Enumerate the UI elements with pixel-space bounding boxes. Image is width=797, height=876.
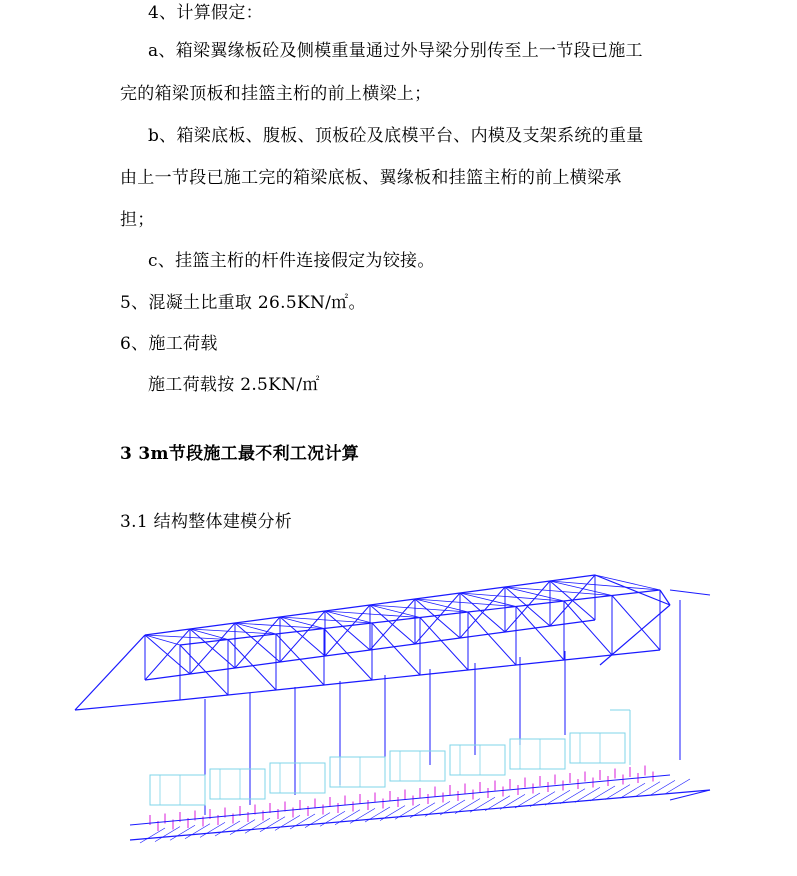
truss-chord — [276, 685, 324, 690]
truss-chord — [370, 599, 415, 605]
truss-chord — [415, 638, 460, 644]
truss-chord — [180, 640, 228, 646]
deck-beam — [290, 814, 315, 829]
formwork-box — [330, 757, 385, 787]
truss-chord — [235, 662, 280, 668]
truss-chord — [564, 655, 612, 660]
truss-chord — [564, 596, 612, 602]
deck-beam — [230, 820, 255, 835]
deck-beam — [320, 811, 345, 826]
truss-chord — [324, 680, 372, 685]
hanging-basket-truss — [75, 575, 710, 800]
formwork-box — [390, 751, 445, 781]
truss-chord — [670, 590, 710, 595]
truss-cross-brace — [190, 629, 276, 634]
truss-chord — [420, 612, 468, 618]
assumption-a-line2: 完的箱梁顶板和挂篮主桁的前上横梁上； — [120, 84, 432, 104]
suspension-rods — [205, 600, 680, 815]
deck-beam — [140, 828, 165, 843]
deck-beam — [155, 827, 180, 842]
truss-chord — [75, 700, 180, 710]
deck-beam — [185, 824, 210, 839]
formwork-box — [210, 769, 265, 799]
formwork-box — [570, 733, 625, 763]
assumption-b-line2: 由上一节段已施工完的箱梁底板、翼缘板和挂篮主桁的前上横梁承 — [120, 168, 622, 188]
truss-chord — [276, 629, 324, 635]
deck-beam — [305, 813, 330, 828]
construction-load-text: 施工荷载按 2.5KN/㎡ — [148, 375, 320, 395]
truss-chord — [235, 617, 280, 623]
truss-cross-brace — [550, 581, 660, 590]
truss-chord — [228, 690, 276, 695]
truss-chord — [280, 611, 325, 617]
truss-diagonal — [516, 607, 564, 661]
truss-chord — [180, 695, 228, 700]
truss-chord — [468, 607, 516, 613]
bottom-deck-grid — [130, 775, 710, 843]
assumption-a-line1: a、箱梁翼缘板砼及侧模重量通过外导梁分别传至上一节段已施工 — [148, 41, 643, 61]
truss-chord — [612, 650, 660, 655]
assumption-c-line: c、挂篮主桁的杆件连接假定为铰接。 — [148, 251, 435, 271]
truss-diagonal — [420, 618, 468, 671]
deck-beam — [275, 815, 300, 830]
formwork-box — [450, 745, 505, 775]
deck-beam — [350, 808, 375, 823]
truss-chord — [505, 626, 550, 632]
truss-chord — [460, 587, 505, 593]
deck-beam — [365, 807, 390, 822]
deck-beam — [200, 822, 225, 837]
concrete-density-item: 5、混凝土比重取 26.5KN/㎡。 — [120, 293, 366, 313]
section-3-1-heading: 3.1 结构整体建模分析 — [120, 512, 293, 532]
truss-chord — [325, 605, 370, 611]
formwork-box — [510, 739, 565, 769]
truss-chord — [324, 623, 372, 629]
structure-model-figure — [70, 560, 720, 860]
deck-beam — [215, 821, 240, 836]
truss-chord — [420, 670, 468, 675]
deck-beam — [410, 803, 435, 818]
deck-beam — [245, 818, 270, 833]
truss-chord — [415, 593, 460, 599]
truss-chord — [516, 601, 564, 607]
truss-chord — [372, 675, 420, 680]
section-3-heading: 3 3m节段施工最不利工况计算 — [120, 444, 360, 464]
load-arrows — [150, 766, 653, 832]
truss-diagonal — [564, 601, 612, 655]
truss-chord — [550, 575, 595, 581]
truss-diagonal — [324, 629, 372, 681]
truss-chord — [460, 632, 505, 638]
deck-beam — [260, 817, 285, 832]
truss-chord — [190, 623, 235, 629]
truss-chord — [516, 660, 564, 665]
truss-chord — [145, 674, 190, 680]
truss-diagonal — [468, 612, 516, 665]
truss-diagonal — [612, 596, 660, 651]
truss-chord — [325, 650, 370, 656]
deck-beam — [170, 825, 195, 840]
truss-chord — [550, 620, 595, 626]
truss-chord — [75, 635, 145, 710]
assumption-b-line3: 担； — [120, 210, 155, 230]
assumptions-title: 4、计算假定： — [148, 3, 263, 23]
truss-chord — [505, 581, 550, 587]
construction-load-title: 6、施工荷载 — [120, 334, 218, 354]
formwork-platform — [150, 710, 630, 805]
deck-beam — [335, 810, 360, 825]
deck-beam — [425, 801, 450, 816]
deck-beam — [395, 804, 420, 819]
formwork-box — [270, 763, 325, 793]
deck-beam — [380, 806, 405, 821]
formwork-box — [150, 775, 205, 805]
truss-chord — [145, 629, 190, 635]
assumption-b-line1: b、箱梁底板、腹板、顶板砼及底模平台、内模及支架系统的重量 — [148, 126, 644, 146]
truss-chord — [280, 656, 325, 662]
